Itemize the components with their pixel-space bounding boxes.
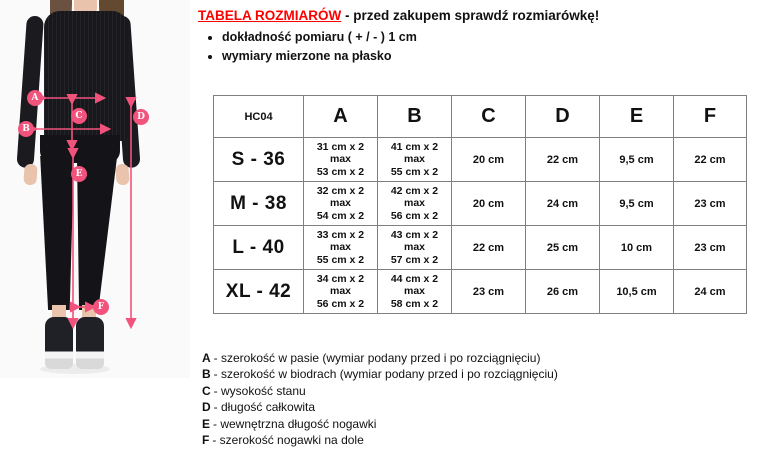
title-accent: TABELA ROZMIARÓW (198, 8, 342, 23)
header-notes (208, 28, 417, 66)
cell-line: max (329, 285, 351, 298)
size-label: XL - 42 (214, 270, 304, 314)
legend-text: - szerokość nogawki na dole (212, 433, 364, 448)
cell-a (304, 226, 378, 270)
legend-key: A (202, 351, 211, 365)
cell-line: max (329, 241, 351, 254)
legend-key: F (202, 433, 210, 448)
size-label: L - 40 (214, 226, 304, 270)
cell-line: 53 cm x 2 (316, 165, 365, 178)
legend-text: - wewnętrzna długość nogawki (213, 416, 377, 431)
cell-line: 43 cm x 2 (390, 228, 439, 241)
cell-line: 55 cm x 2 (316, 253, 365, 266)
cell-line: max (329, 197, 351, 210)
cell-line: 32 cm x 2 (316, 184, 365, 197)
legend-key: B (202, 367, 211, 382)
model-sneaker-right (76, 317, 104, 369)
cell-f: 23 cm (674, 182, 747, 226)
column-header-f: F (674, 96, 747, 138)
cell-d: 25 cm (526, 226, 600, 270)
table-row-xl42 (214, 270, 747, 314)
page-title (198, 8, 599, 23)
cell-line: 56 cm x 2 (390, 209, 439, 222)
cell-line: max (403, 197, 425, 210)
column-header-c: C (452, 96, 526, 138)
note-accuracy: • dokładność pomiaru ( + / - ) 1 cm (222, 28, 417, 47)
cell-line: 54 cm x 2 (316, 209, 365, 222)
model-sneaker-left (45, 317, 73, 369)
measurement-legend (202, 350, 558, 448)
model-hand-left (23, 164, 37, 186)
cell-b (378, 226, 452, 270)
cell-a (304, 182, 378, 226)
cell-line: 33 cm x 2 (316, 228, 365, 241)
cell-line: 41 cm x 2 (390, 140, 439, 153)
column-header-d: D (526, 96, 600, 138)
legend-item-d (202, 399, 558, 415)
cell-e: 10,5 cm (600, 270, 674, 314)
model-sweater (44, 11, 128, 141)
cell-d: 24 cm (526, 182, 600, 226)
size-table-header-row (214, 96, 747, 138)
column-header-e: E (600, 96, 674, 138)
legend-key: C (202, 383, 211, 398)
cell-b (378, 138, 452, 182)
column-header-a: A (304, 96, 378, 138)
model-photo (0, 0, 190, 378)
cell-e: 9,5 cm (600, 182, 674, 226)
cell-f: 22 cm (674, 138, 747, 182)
model-legging-left (38, 156, 74, 310)
cell-a (304, 270, 378, 314)
legend-item-f (202, 432, 558, 448)
table-row-m38 (214, 182, 747, 226)
cell-line: 58 cm x 2 (390, 297, 439, 310)
legend-item-e (202, 416, 558, 432)
cell-line: 57 cm x 2 (390, 253, 439, 266)
legend-item-c (202, 383, 558, 399)
size-label: S - 36 (214, 138, 304, 182)
cell-line: 34 cm x 2 (316, 272, 365, 285)
column-header-b: B (378, 96, 452, 138)
cell-c: 20 cm (452, 138, 526, 182)
model-hand-right (115, 164, 129, 186)
title-suffix: - przed zakupem sprawdź rozmiarówkę! (341, 8, 600, 23)
legend-text: - szerokość w pasie (wymiar podany przed i po rozciągnięciu) (213, 351, 541, 365)
measurement-badge-a: A (27, 90, 43, 106)
cell-f: 24 cm (674, 270, 747, 314)
measurement-badge-c: C (71, 108, 87, 124)
size-table (213, 95, 747, 314)
cell-e: 9,5 cm (600, 138, 674, 182)
measurement-badge-f: F (93, 299, 109, 315)
cell-e: 10 cm (600, 226, 674, 270)
cell-line: max (403, 285, 425, 298)
cell-line: 55 cm x 2 (390, 165, 439, 178)
cell-line: 31 cm x 2 (316, 140, 365, 153)
cell-line: max (403, 153, 425, 166)
cell-b (378, 270, 452, 314)
legend-text: - długość całkowita (213, 400, 316, 415)
cell-f: 23 cm (674, 226, 747, 270)
cell-d: 26 cm (526, 270, 600, 314)
legend-item-a (202, 350, 558, 366)
legend-item-b (202, 366, 558, 382)
measurement-badge-b: B (18, 121, 34, 137)
legend-text: - wysokość stanu (213, 383, 306, 398)
cell-line: 42 cm x 2 (390, 184, 439, 197)
table-row-l40 (214, 226, 747, 270)
cell-line: max (329, 153, 351, 166)
cell-c: 23 cm (452, 270, 526, 314)
measurement-badge-d: D (133, 109, 149, 125)
cell-line: 44 cm x 2 (390, 272, 439, 285)
cell-a (304, 138, 378, 182)
legend-text: - szerokość w biodrach (wymiar podany przed i po rozciągnięciu) (213, 367, 558, 382)
cell-line: 56 cm x 2 (316, 297, 365, 310)
cell-c: 22 cm (452, 226, 526, 270)
cell-c: 20 cm (452, 182, 526, 226)
note-flat-measure: • wymiary mierzone na płasko (222, 47, 417, 66)
cell-d: 22 cm (526, 138, 600, 182)
cell-b (378, 182, 452, 226)
table-row-s36 (214, 138, 747, 182)
product-code-cell: HC04 (214, 96, 304, 138)
size-label: M - 38 (214, 182, 304, 226)
cell-line: max (403, 241, 425, 254)
measurement-badge-e: E (71, 166, 87, 182)
legend-key: E (202, 416, 211, 431)
legend-key: D (202, 400, 211, 415)
